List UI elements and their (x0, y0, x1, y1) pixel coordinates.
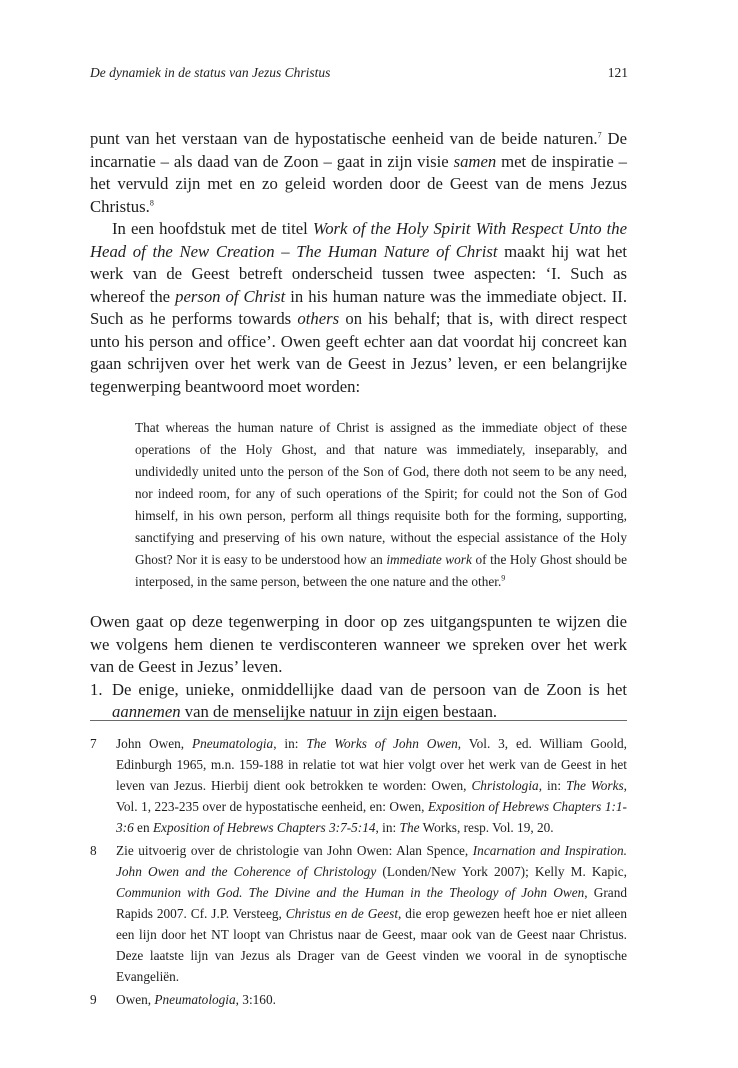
emphasis: Exposition of Hebrews Chapters 3:7-5:14 (152, 820, 376, 835)
emphasis: immediate work (386, 552, 472, 567)
text-run: John Owen, (116, 736, 192, 751)
text-run: Owen, (116, 992, 155, 1007)
text-run: , Vol. 1, 223-235 over de hypostatische eenheid, en: Owen, (116, 778, 627, 814)
list-number: 1. (90, 679, 103, 699)
text-run: Works, resp. Vol. 19, 20. (419, 820, 554, 835)
text-run: , Vol. 3, ed. William Goold, Edinburgh 1965, m.n. 159-188 in relatie tot wat hier volgt over het werk van de Geest in het leven van Jezus. Hierbij dient ook betrokken te worden: Owen, (116, 736, 627, 793)
paragraph-2 (90, 218, 627, 398)
text-run: , Grand Rapids 2007. Cf. J.P. Versteeg, (116, 885, 627, 921)
footnote-9 (90, 989, 627, 1010)
emphasis: person of Christ (175, 286, 286, 306)
text-run: met de inspiratie – het vervuld zijn met en zo geleid worden door de Geest van de mens Jezus Christus. (90, 151, 627, 216)
emphasis: Christus en de Geest (285, 906, 399, 921)
text-run: In een hoofdstuk met de titel (112, 219, 313, 238)
text-run: en (133, 820, 153, 835)
footnote-separator (90, 720, 627, 721)
emphasis: The Works (566, 778, 624, 793)
emphasis: samen (453, 151, 497, 171)
footnote-7 (90, 733, 627, 838)
list-item-1 (90, 679, 627, 724)
footnote-ref-7[interactable]: 7 (597, 130, 602, 140)
footnote-ref-8[interactable]: 8 (149, 197, 154, 207)
emphasis: aannemen (112, 702, 181, 721)
emphasis: Pneumatologia (191, 736, 274, 751)
text-run: (Londen/New York 2007); Kelly M. Kapic, (376, 864, 627, 879)
emphasis: others (297, 309, 340, 328)
footnote-number: 7 (90, 736, 97, 751)
page-number: 121 (607, 65, 628, 80)
text-run: , die erop gewezen heeft hoe er niet alleen een lijn door het NT loopt van Christus naar de Geest, maar ook van de Geest naar Christus. Deze laatste lijn van Jezus als Drager van de Geest vinden we vooral in de synoptische Evangeliën. (116, 906, 627, 984)
emphasis: The (399, 820, 420, 835)
block-quote (135, 417, 627, 593)
emphasis: The Works of John Owen (306, 736, 458, 751)
text-run: , in: (273, 736, 307, 751)
footnote-ref-9[interactable]: 9 (501, 573, 506, 583)
footnotes (90, 733, 627, 1012)
text-run: of the Holy Ghost should be interposed, in the same person, between the one nature and the other. (135, 552, 627, 589)
footnote-number: 9 (90, 992, 97, 1007)
text-run: That whereas the human nature of Christ is assigned as the immediate object of these operations of the Holy Ghost, and that nature was immediately, inseparably, and undividedly united unto the person of the Son of God, there doth not seem to be any need, nor indeed room, for any of such operations of the Spirit; for could not the Son of God himself, in his own person, perform all things requisite both for the forming, supporting, sanctifying and preserving of his own nature, without the especial assistance of the Holy Ghost? Nor it is easy to be understood how an (135, 420, 627, 567)
text-run: maakt hij wat het werk van de Geest betreft onderscheid tussen twee aspecten: ‘I. Such as whereof the (90, 241, 628, 306)
text-run: De incarnatie – als daad van de Zoon – gaat in zijn visie (90, 129, 627, 171)
text-run: , in: (375, 820, 400, 835)
text-run: Zie uitvoerig over de christologie van John Owen: Alan Spence, (116, 843, 473, 858)
paragraph-1 (90, 128, 627, 218)
text-run: on his behalf; that is, with direct respect unto his person and office’. Owen geeft echter aan dat voordat hij concreet kan gaan schrijven over het werk van de Geest in Jezus’ leven, er een belangrijke tegenwerping beantwoord moet worden: (90, 309, 627, 396)
footnote-8 (90, 840, 627, 987)
paragraph-3: Owen gaat op deze tegenwerping in door op zes uitgangspunten te wijzen die we volgens hem dienen te verdisconteren wanneer we spreken over het werk van de Geest in Jezus’ leven. (90, 612, 627, 676)
text-run: , 3:160. (235, 992, 276, 1007)
emphasis: Communion with God. The Divine and the Human in the Theology of John Owen (116, 885, 585, 900)
emphasis: Exposition of Hebrews Chapters 1:1-3:6 (116, 799, 627, 835)
text-run: in his human nature was the immediate object. II. Such as he performs towards (90, 286, 627, 328)
main-text (90, 128, 627, 724)
text-run: , in: (538, 778, 566, 793)
emphasis: Pneumatologia (154, 992, 236, 1007)
text-run: De enige, unieke, onmiddellijke daad van de persoon van de Zoon is het (112, 679, 627, 699)
emphasis: Incarnation and Inspiration. John Owen and the Coherence of Christology (116, 843, 627, 879)
text-run: punt van het verstaan van de hypostatische eenheid van de beide naturen. (90, 129, 598, 148)
running-head-title: De dynamiek in de status van Jezus Christus (90, 65, 331, 80)
emphasis-chapter-title: Work of the Holy Spirit With Respect Unto the Head of the New Creation – The Human Nature of Christ (90, 219, 627, 261)
emphasis: Christologia (471, 778, 539, 793)
footnote-number: 8 (90, 843, 97, 858)
text-run: van de menselijke natuur in zijn eigen bestaan. (180, 702, 498, 721)
